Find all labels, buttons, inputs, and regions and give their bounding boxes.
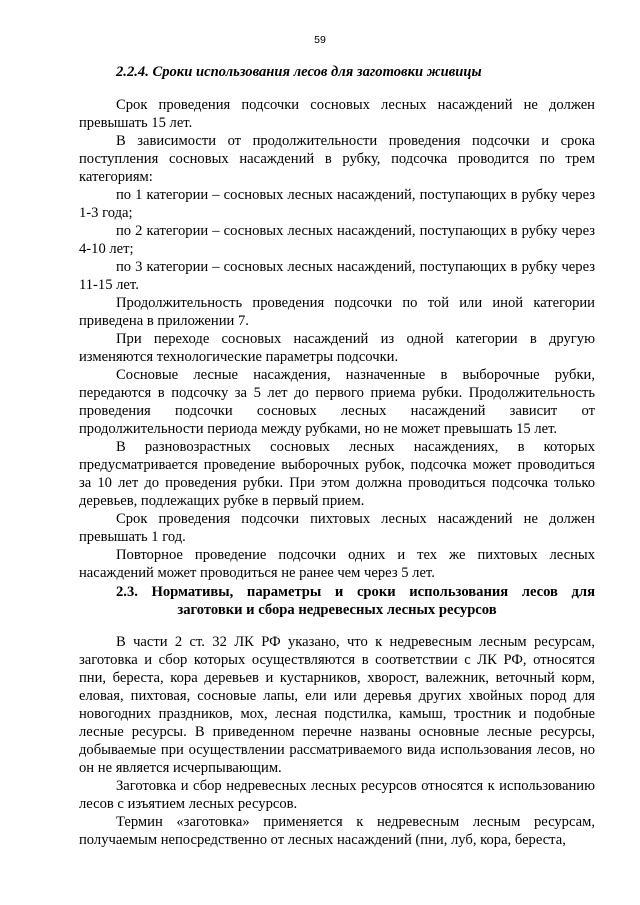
paragraph: Повторное проведение подсочки одних и тех же пихтовых лесных насаждений может проводиться не ранее чем через 5 лет. (79, 547, 595, 581)
paragraph: Срок проведения подсочки пихтовых лесных насаждений не должен превышать 1 год. (79, 511, 595, 545)
paragraph: В зависимости от продолжительности проведения подсочки и срока поступления сосновых насаждений в рубку, подсочка проводится по трем категориям: (79, 133, 595, 185)
heading-line: заготовки и сбора недревесных лесных ресурсов (177, 602, 497, 618)
paragraph: В разновозрастных сосновых лесных насаждениях, в которых предусматривается проведение выборочных рубок, подсочка может проводиться за 10 лет до проведения рубки. При этом должна проводиться подсочка только деревьев, подлежащих рубке в первый прием. (79, 439, 595, 509)
heading-line: 2.3. Нормативы, параметры и сроки использования лесов для (116, 584, 595, 600)
paragraph: Сосновые лесные насаждения, назначенные в выборочные рубки, передаются в подсочку за 5 лет до первого приема рубки. Продолжительность проведения подсочки сосновых лесных насаждений зависит от продолжительности периода между рубками, но не может превышать 15 лет. (79, 367, 595, 437)
subsection-body (79, 633, 595, 849)
paragraph: Заготовка и сбор недревесных лесных ресурсов относятся к использованию лесов с изъятием лесных ресурсов. (79, 778, 595, 812)
page-number: 59 (314, 34, 326, 46)
list-item: по 1 категории – сосновых лесных насаждений, поступающих в рубку через 1-3 года; (79, 187, 595, 221)
paragraph: Срок проведения подсочки сосновых лесных насаждений не должен превышать 15 лет. (79, 97, 595, 131)
paragraph: Продолжительность проведения подсочки по той или иной категории приведена в приложении 7. (79, 295, 595, 329)
subsection-heading (79, 583, 595, 619)
section-body (79, 96, 595, 582)
paragraph: Термин «заготовка» применяется к недревесным лесным ресурсам, получаемым непосредственно от лесных насаждений (пни, луб, кора, береста, (79, 814, 595, 848)
list-item: по 2 категории – сосновых лесных насаждений, поступающих в рубку через 4-10 лет; (79, 223, 595, 257)
section-title: 2.2.4. Сроки использования лесов для заготовки живицы (116, 64, 482, 80)
paragraph: В части 2 ст. 32 ЛК РФ указано, что к недревесным лесным ресурсам, заготовка и сбор которых осуществляются в соответствии с ЛК РФ, относятся пни, береста, кора деревьев и кустарников, хворост, валежник, веточный корм, еловая, пихтовая, сосновые лапы, ели или деревья других хвойных пород для новогодних праздников, мох, лесная подстилка, камыш, тростник и подобные лесные ресурсы. В приведенном перечне названы основные лесные ресурсы, добываемые при осуществлении рассматриваемого вида использования лесов, но он не является исчерпывающим. (79, 634, 595, 776)
paragraph: При переходе сосновых насаждений из одной категории в другую изменяются технологические параметры подсочки. (79, 331, 595, 365)
list-item: по 3 категории – сосновых лесных насаждений, поступающих в рубку через 11-15 лет. (79, 259, 595, 293)
